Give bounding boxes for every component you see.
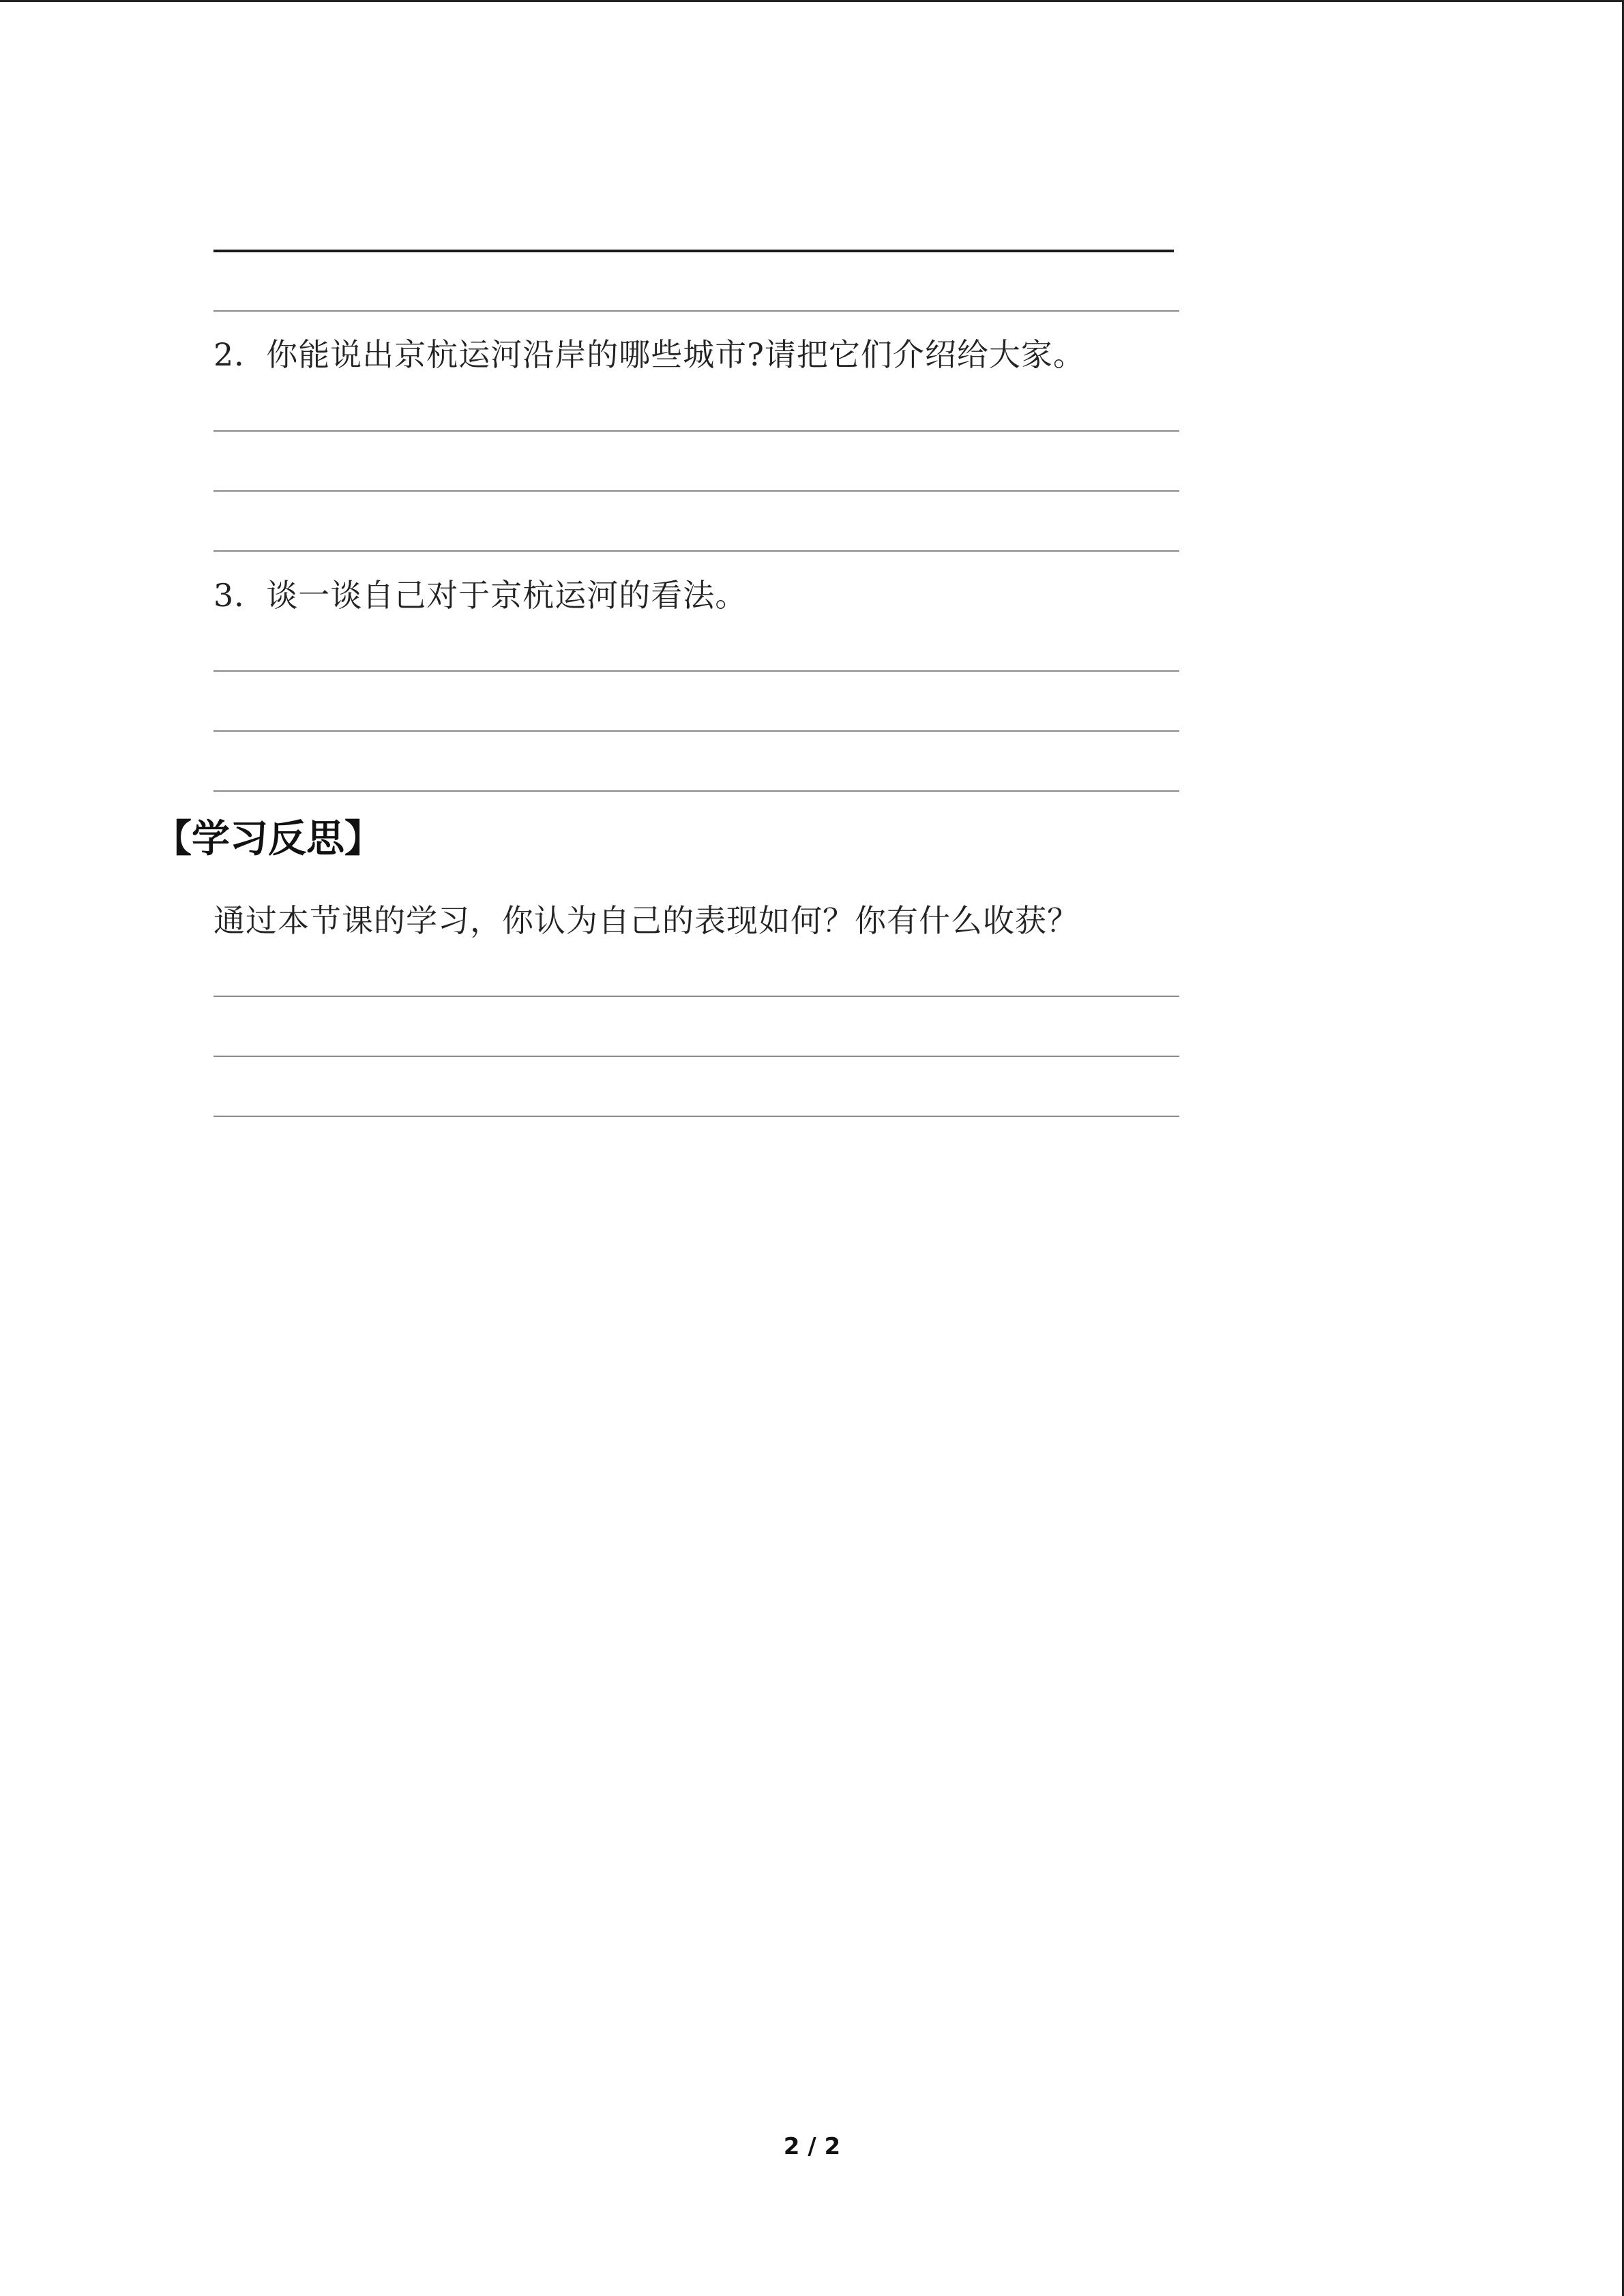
answer-line — [213, 1056, 1179, 1057]
page-number: 2 / 2 — [783, 2133, 841, 2160]
page-border-top — [0, 0, 1624, 2]
question-2: 2．你能说出京杭运河沿岸的哪些城市?请把它们介绍给大家。 — [213, 336, 1085, 373]
answer-line — [213, 670, 1179, 672]
answer-line — [213, 250, 1174, 252]
section-heading-reflection: 【学习反思】 — [153, 817, 383, 861]
answer-line — [213, 730, 1179, 732]
answer-line — [213, 430, 1179, 432]
answer-line — [213, 310, 1179, 312]
answer-line — [213, 550, 1179, 552]
answer-line — [213, 490, 1179, 492]
question-3: 3．谈一谈自己对于京杭运河的看法。 — [213, 577, 748, 614]
reflection-prompt: 通过本节课的学习，你认为自己的表现如何？你有什么收获？ — [213, 902, 1079, 939]
answer-line — [213, 996, 1179, 997]
answer-line — [213, 790, 1179, 792]
answer-line — [213, 1116, 1179, 1117]
